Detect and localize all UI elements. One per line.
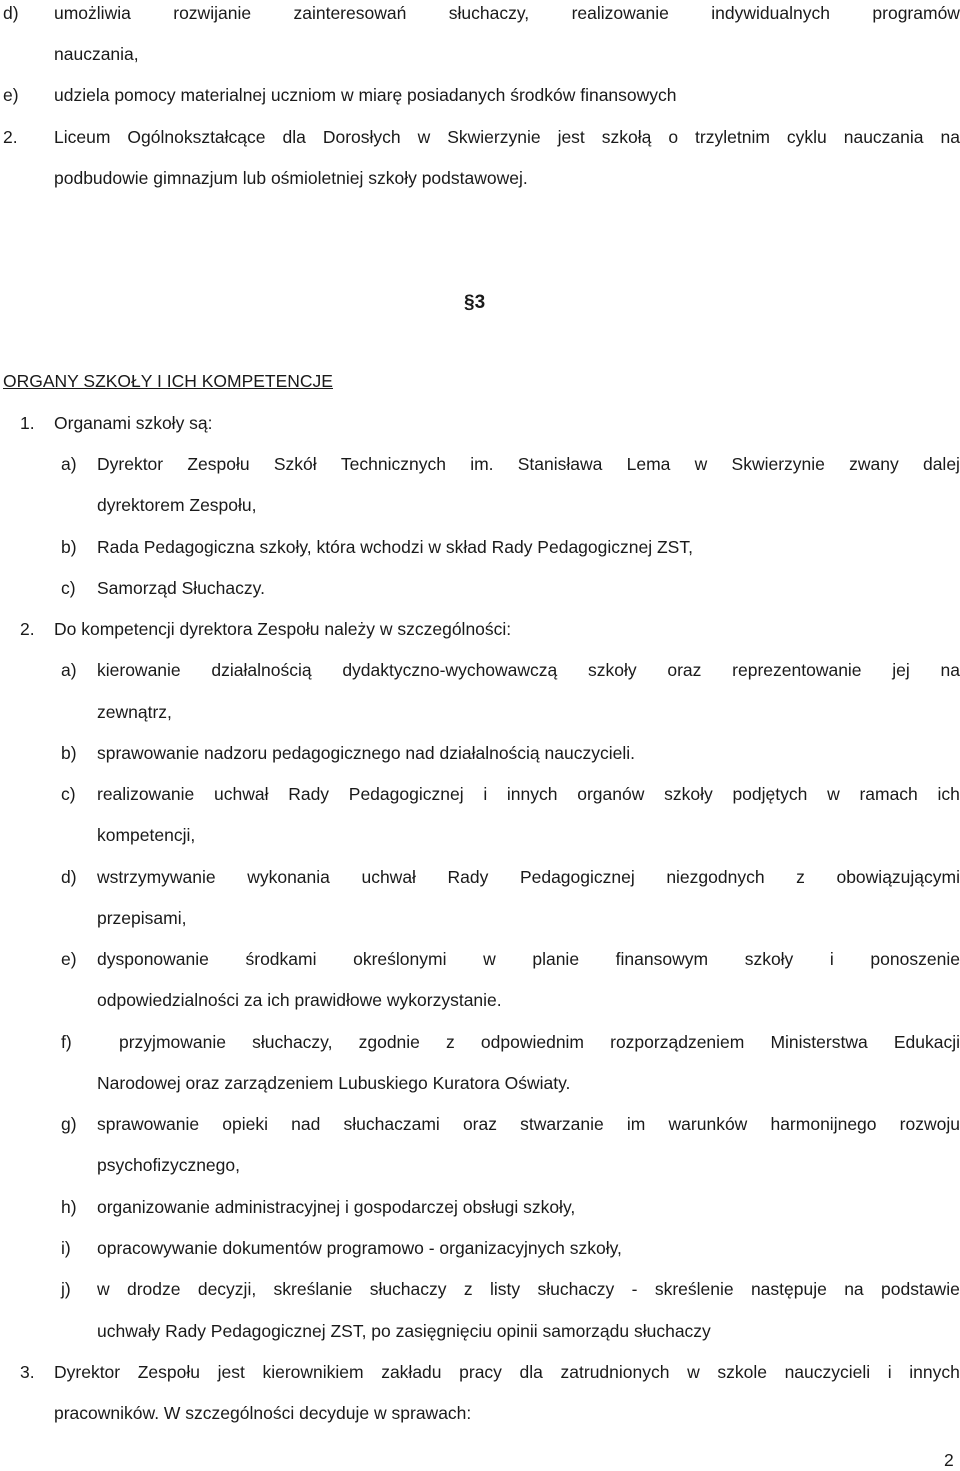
word: i — [887, 1362, 892, 1382]
word: listy — [489, 1279, 521, 1299]
word: Dyrektor — [97, 454, 164, 474]
word: środkami — [245, 949, 317, 969]
word: opieki — [222, 1114, 269, 1134]
word: przyjmowanie — [119, 1032, 226, 1052]
item-label-2e: e) — [61, 949, 77, 969]
word: określonymi — [353, 949, 447, 969]
item-label-2c: c) — [61, 784, 76, 804]
item-label-2i: i) — [61, 1238, 71, 1258]
point-1-line-1: Organami szkoły są: — [54, 413, 213, 433]
word: dysponowanie — [97, 949, 209, 969]
item-e-line-1: udziela pomocy materialnej uczniom w miarę posiadanych środków finansowych — [54, 85, 677, 105]
word: Ogólnokształcące — [127, 127, 266, 147]
item-2d-line-1 — [97, 866, 960, 888]
word: skreślanie — [273, 1279, 353, 1299]
word: Skwierzynie — [731, 454, 825, 474]
word: szkole — [717, 1362, 767, 1382]
word: uchwał — [214, 784, 269, 804]
word: Szkół — [273, 454, 317, 474]
item-2c-line-1 — [97, 783, 960, 805]
word: zakładu — [381, 1362, 442, 1382]
word: zatrudnionych — [560, 1362, 670, 1382]
item-label-e: e) — [3, 85, 19, 105]
section-heading: ORGANY SZKOŁY I ICH KOMPETENCJE — [3, 371, 333, 391]
point-label-2: 2. — [20, 619, 35, 639]
word: słuchaczy, — [448, 3, 530, 23]
word: realizowanie — [571, 3, 669, 23]
point-2-top-line-2: podbudowie gimnazjum lub ośmioletniej szkoły podstawowej. — [54, 168, 528, 188]
item-2e-line-2: odpowiedzialności za ich prawidłowe wykorzystanie. — [97, 990, 502, 1010]
word: nauczania — [843, 127, 924, 147]
word: kierowanie — [97, 660, 181, 680]
word: ponoszenie — [870, 949, 960, 969]
word: - — [631, 1279, 638, 1299]
word: nad — [291, 1114, 321, 1134]
item-label-1c: c) — [61, 578, 76, 598]
word: jest — [557, 127, 585, 147]
word: drodze — [126, 1279, 181, 1299]
word: rozwoju — [899, 1114, 960, 1134]
word: następuje — [750, 1279, 827, 1299]
word: uchwał — [361, 867, 416, 887]
word: Technicznych — [340, 454, 446, 474]
word: kierownikiem — [262, 1362, 364, 1382]
word: umożliwia — [54, 3, 131, 23]
item-2c-line-2: kompetencji, — [97, 825, 196, 845]
word: słuchaczy — [369, 1279, 447, 1299]
point-label-3: 3. — [20, 1362, 35, 1382]
word: szkoły — [744, 949, 794, 969]
word: w — [694, 454, 708, 474]
word: rozwijanie — [173, 3, 252, 23]
word: zgodnie — [358, 1032, 420, 1052]
word: wykonania — [247, 867, 330, 887]
item-2a-line-1 — [97, 659, 960, 681]
word: Pedagogicznej — [348, 784, 464, 804]
word: nauczycieli — [784, 1362, 871, 1382]
word: rozporządzeniem — [610, 1032, 745, 1052]
word: jej — [892, 660, 910, 680]
word: obowiązującymi — [836, 867, 960, 887]
word: finansowym — [615, 949, 709, 969]
point-3-line-2: pracowników. W szczególności decyduje w sprawach: — [54, 1403, 472, 1423]
word: słuchaczami — [343, 1114, 440, 1134]
word: z — [796, 867, 805, 887]
word: stwarzanie — [520, 1114, 604, 1134]
word: Dorosłych — [322, 127, 401, 147]
word: i — [829, 949, 834, 969]
word: i — [483, 784, 488, 804]
item-label-1b: b) — [61, 537, 77, 557]
word: ramach — [859, 784, 918, 804]
word: warunków — [668, 1114, 748, 1134]
word: szkoły — [664, 784, 713, 804]
point-2-top-line-1 — [54, 126, 960, 148]
point-label-1: 1. — [20, 413, 35, 433]
word: reprezentowanie — [732, 660, 862, 680]
word: Rady — [447, 867, 489, 887]
item-d-line-1 — [54, 2, 960, 24]
word: dla — [519, 1362, 543, 1382]
item-2j-line-2: uchwały Rady Pedagogicznej ZST, po zasięgnięciu opinii samorządu słuchaczy — [97, 1321, 711, 1341]
word: z — [463, 1279, 473, 1299]
word: Liceum — [54, 127, 111, 147]
item-label-1a: a) — [61, 454, 77, 474]
item-2g-line-2: psychofizycznego, — [97, 1155, 240, 1175]
point-label-2-top: 2. — [3, 127, 18, 147]
word: słuchaczy — [537, 1279, 615, 1299]
item-2h-line-1: organizowanie administracyjnej i gospodarczej obsługi szkoły, — [97, 1197, 576, 1217]
word: oraz — [462, 1114, 497, 1134]
item-2f-line-2: Narodowej oraz zarządzeniem Lubuskiego Kuratora Oświaty. — [97, 1073, 571, 1093]
word: im. — [470, 454, 494, 474]
item-2d-line-2: przepisami, — [97, 908, 187, 928]
word: Ministerstwa — [770, 1032, 868, 1052]
word: na — [844, 1279, 864, 1299]
word: sprawowanie — [97, 1114, 200, 1134]
item-2a-line-2: zewnątrz, — [97, 702, 172, 722]
word: realizowanie — [97, 784, 195, 804]
word: planie — [532, 949, 580, 969]
word: innych — [506, 784, 558, 804]
item-2f-line-1 — [119, 1031, 960, 1053]
word: Zespołu — [187, 454, 250, 474]
word: Dyrektor — [54, 1362, 121, 1382]
word: programów — [872, 3, 960, 23]
word: Skwierzynie — [447, 127, 541, 147]
item-2i-line-1: opracowywanie dokumentów programowo - organizacyjnych szkoły, — [97, 1238, 622, 1258]
item-label-2f: f) — [61, 1032, 72, 1052]
word: dydaktyczno-wychowawczą — [342, 660, 558, 680]
item-label-2d: d) — [61, 867, 77, 887]
word: organów — [577, 784, 645, 804]
word: Pedagogicznej — [519, 867, 635, 887]
word: zwany — [849, 454, 899, 474]
word: w — [687, 1362, 700, 1382]
item-2e-line-1 — [97, 948, 960, 970]
word: Zespołu — [137, 1362, 200, 1382]
word: jest — [217, 1362, 245, 1382]
word: z — [446, 1032, 455, 1052]
item-2g-line-1 — [97, 1113, 960, 1135]
word: Rady — [288, 784, 330, 804]
item-label-d: d) — [3, 3, 19, 23]
item-1a-line-1 — [97, 453, 960, 475]
point-3-line-1 — [54, 1361, 960, 1383]
word: zainteresowań — [293, 3, 407, 23]
word: podjętych — [732, 784, 808, 804]
word: harmonijnego — [770, 1114, 877, 1134]
item-1c-line-1: Samorząd Słuchaczy. — [97, 578, 265, 598]
word: w — [483, 949, 496, 969]
word: dalej — [922, 454, 960, 474]
item-1b-line-1: Rada Pedagogiczna szkoły, która wchodzi w skład Rady Pedagogicznej ZST, — [97, 537, 693, 557]
word: szkoły — [588, 660, 637, 680]
item-label-2j: j) — [61, 1279, 71, 1299]
word: dla — [282, 127, 306, 147]
word: trzyletnim — [695, 127, 770, 147]
word: decyzji, — [197, 1279, 257, 1299]
item-d-line-2: nauczania, — [54, 44, 139, 64]
word: indywidualnych — [711, 3, 830, 23]
word: oraz — [667, 660, 702, 680]
item-2j-line-1 — [97, 1278, 960, 1300]
word: Stanisława — [517, 454, 603, 474]
word: szkołą — [601, 127, 652, 147]
word: na — [940, 660, 960, 680]
point-2-line-1: Do kompetencji dyrektora Zespołu należy w szczególności: — [54, 619, 512, 639]
word: im — [626, 1114, 646, 1134]
page-number: 2 — [944, 1450, 954, 1470]
word: na — [940, 127, 960, 147]
word: o — [668, 127, 679, 147]
item-1a-line-2: dyrektorem Zespołu, — [97, 495, 257, 515]
section-number: §3 — [464, 292, 486, 313]
item-label-2a: a) — [61, 660, 77, 680]
word: słuchaczy, — [252, 1032, 333, 1052]
word: Edukacji — [893, 1032, 960, 1052]
item-label-2g: g) — [61, 1114, 77, 1134]
word: Lema — [626, 454, 671, 474]
word: podstawie — [881, 1279, 960, 1299]
word: wstrzymywanie — [97, 867, 216, 887]
item-label-2b: b) — [61, 743, 77, 763]
word: skreślenie — [654, 1279, 734, 1299]
item-label-2h: h) — [61, 1197, 77, 1217]
word: odpowiednim — [480, 1032, 585, 1052]
word: w — [97, 1279, 110, 1299]
word: cyklu — [786, 127, 827, 147]
word: pracy — [459, 1362, 502, 1382]
word: działalnością — [211, 660, 312, 680]
word: w — [417, 127, 431, 147]
word: w — [827, 784, 840, 804]
word: niezgodnych — [666, 867, 765, 887]
item-2b-line-1: sprawowanie nadzoru pedagogicznego nad działalnością nauczycieli. — [97, 743, 635, 763]
word: innych — [909, 1362, 960, 1382]
word: ich — [937, 784, 960, 804]
